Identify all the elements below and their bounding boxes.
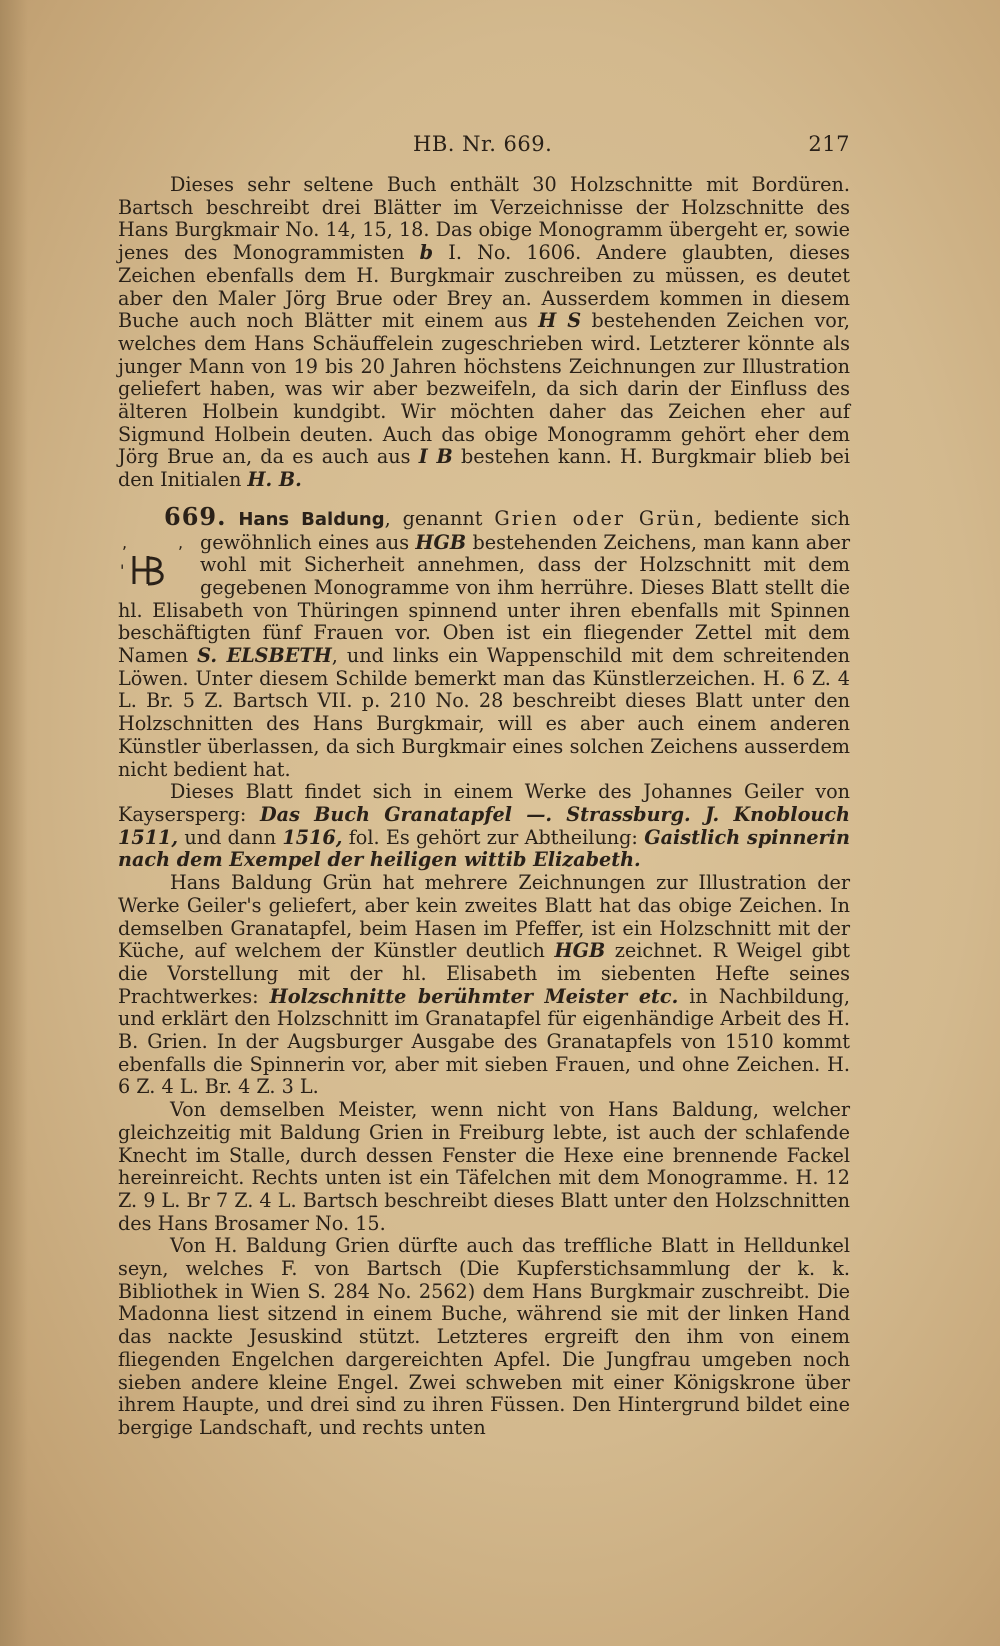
paragraph-1: Dieses sehr seltene Buch enthält 30 Holzschnitte mit Bordüren. Bartsch beschreibt drei Blätter im Verzeichnisse der Holzschnitte des Hans Burgkmair No. 14, 15, 18. Das obige Monogramm übergeht er, sowie jenes des Monogrammisten b I. No. 1606. Andere glaubten, dieses Zeichen ebenfalls dem H. Burgkmair zuschreiben zu müssen, es deutet aber den Maler Jörg Brue oder Brey an. Ausserdem kommen in diesem Buche auch noch Blätter mit einem aus H S bestehenden Zeichen vor, welches dem Hans Schäuffelein zugeschrieben wird. Letzterer könnte als junger Mann von 19 bis 20 Jahren höchstens Zeichnungen zur Illustration geliefert haben, was wir aber bezweifeln, da sich darin der Einfluss des älteren Holbein kundgibt. Wir möchten daher das Zeichen eher auf Sigmund Holbein deuten. Auch das obige Monogramm gehört eher dem Jörg Brue an, da es auch aus I B bestehen kann. H. Burgkmair blieb bei den Initialen H. B. (118, 173, 851, 492)
book-page (118, 132, 850, 1440)
paragraph-3: Dieses Blatt findet sich in einem Werke des Johannes Geiler von Kaysersperg: Das Buch Granatapfel —. Strassburg. J. Knoblouch 1511, und dann 1516, fol. Es gehört zur Abtheilung: Gaistlich spinnerin nach dem Exempel der heiligen wittib Elizabeth. (118, 780, 850, 872)
body-text (118, 174, 850, 1440)
header-title: HB. Nr. 669. (413, 132, 553, 156)
paragraph-5: Von demselben Meister, wenn nicht von Hans Baldung, welcher gleichzeitig mit Baldung Grien in Freiburg lebte, ist auch der schlafende Knecht im Stalle, durch dessen Fenster die Hexe eine brennende Fackel hereinreicht. Rechts unten ist ein Täfelchen mit dem Monogramme. H. 12 Z. 9 L. Br 7 Z. 4 L. Bartsch beschreibt dieses Blatt unter den Holzschnitten des Hans Brosamer No. 15. (118, 1098, 850, 1235)
entry-669: 669. Hans Baldung, genannt Grien oder Grün, bediente sich gewöhnlich eines aus , , ' HGB bestehenden Zeichens, man kann aber wohl mit Sicherheit annehmen, dass der Holzschnitt mit dem gegebenen Monogramme von ihm herrühre. Dieses Blatt stellt die hl. Elisabeth von Thüringen spinnend unter ihren ebenfalls mit Spinnen beschäftigten fünf Frauen vor. Oben ist ein fliegender Zettel mit dem Namen S. ELSBETH, und links ein Wappenschild mit dem schreitenden Löwen. Unter diesem Schilde bemerkt man das Künstlerzeichen. H. 6 Z. 4 L. Br. 5 Z. Bartsch VII. p. 210 No. 28 beschreibt dieses Blatt unter den Holzschnitten des Hans Burgkmair, will es aber auch einem anderen Künstler überlassen, da sich Burgkmair eines solchen Zeichens ausserdem nicht bedient hat. (118, 501, 850, 781)
page-edge-shadow (0, 0, 28, 1646)
svg-text:,: , (178, 535, 184, 552)
artist-name: Hans Baldung (238, 508, 385, 530)
page-number: 217 (808, 132, 850, 156)
svg-text:,: , (122, 535, 128, 552)
hb-monogram-icon (118, 536, 196, 594)
running-header (118, 132, 850, 166)
paragraph-4: Hans Baldung Grün hat mehrere Zeichnungen zur Illustration der Werke Geiler's geliefert, aber kein zweites Blatt hat das obige Zeichen. In demselben Granatapfel, beim Hasen im Pfeffer, ist ein Holzschnitt mit der Küche, auf welchem der Künstler deutlich HGB zeichnet. R Weigel gibt die Vorstellung mit der hl. Elisabeth im siebenten Hefte seines Prachtwerkes: Holzschnitte berühmter Meister etc. in Nachbildung, und erklärt den Holzschnitt im Granatapfel für eigenhändige Arbeit des H. B. Grien. In der Augsburger Ausgabe des Granatapfels von 1510 kommt ebenfalls die Spinnerin vor, aber mit sieben Frauen, und ohne Zeichen. H. 6 Z. 4 L. Br. 4 Z. 3 L. (118, 871, 850, 1099)
entry-number: 669. (164, 501, 227, 531)
svg-text:': ' (120, 560, 125, 580)
paragraph-6: Von H. Baldung Grien dürfte auch das treffliche Blatt in Helldunkel seyn, welches F. von Bartsch (Die Kupferstichsammlung der k. k. Bibliothek in Wien S. 284 No. 2562) dem Hans Burgkmair zuschreibt. Die Madonna liest sitzend in einem Buche, während sie mit der linken Hand das nackte Jesuskind stützt. Letzteres ergreift den ihm von einem fliegenden Engelchen dargereichten Apfel. Die Jungfrau umgeben noch sieben andere kleine Engel. Zwei schweben mit einer Königskrone über ihrem Haupte, und drei sind zu ihren Füssen. Den Hintergrund bildet eine bergige Landschaft, und rechts unten (118, 1234, 850, 1439)
